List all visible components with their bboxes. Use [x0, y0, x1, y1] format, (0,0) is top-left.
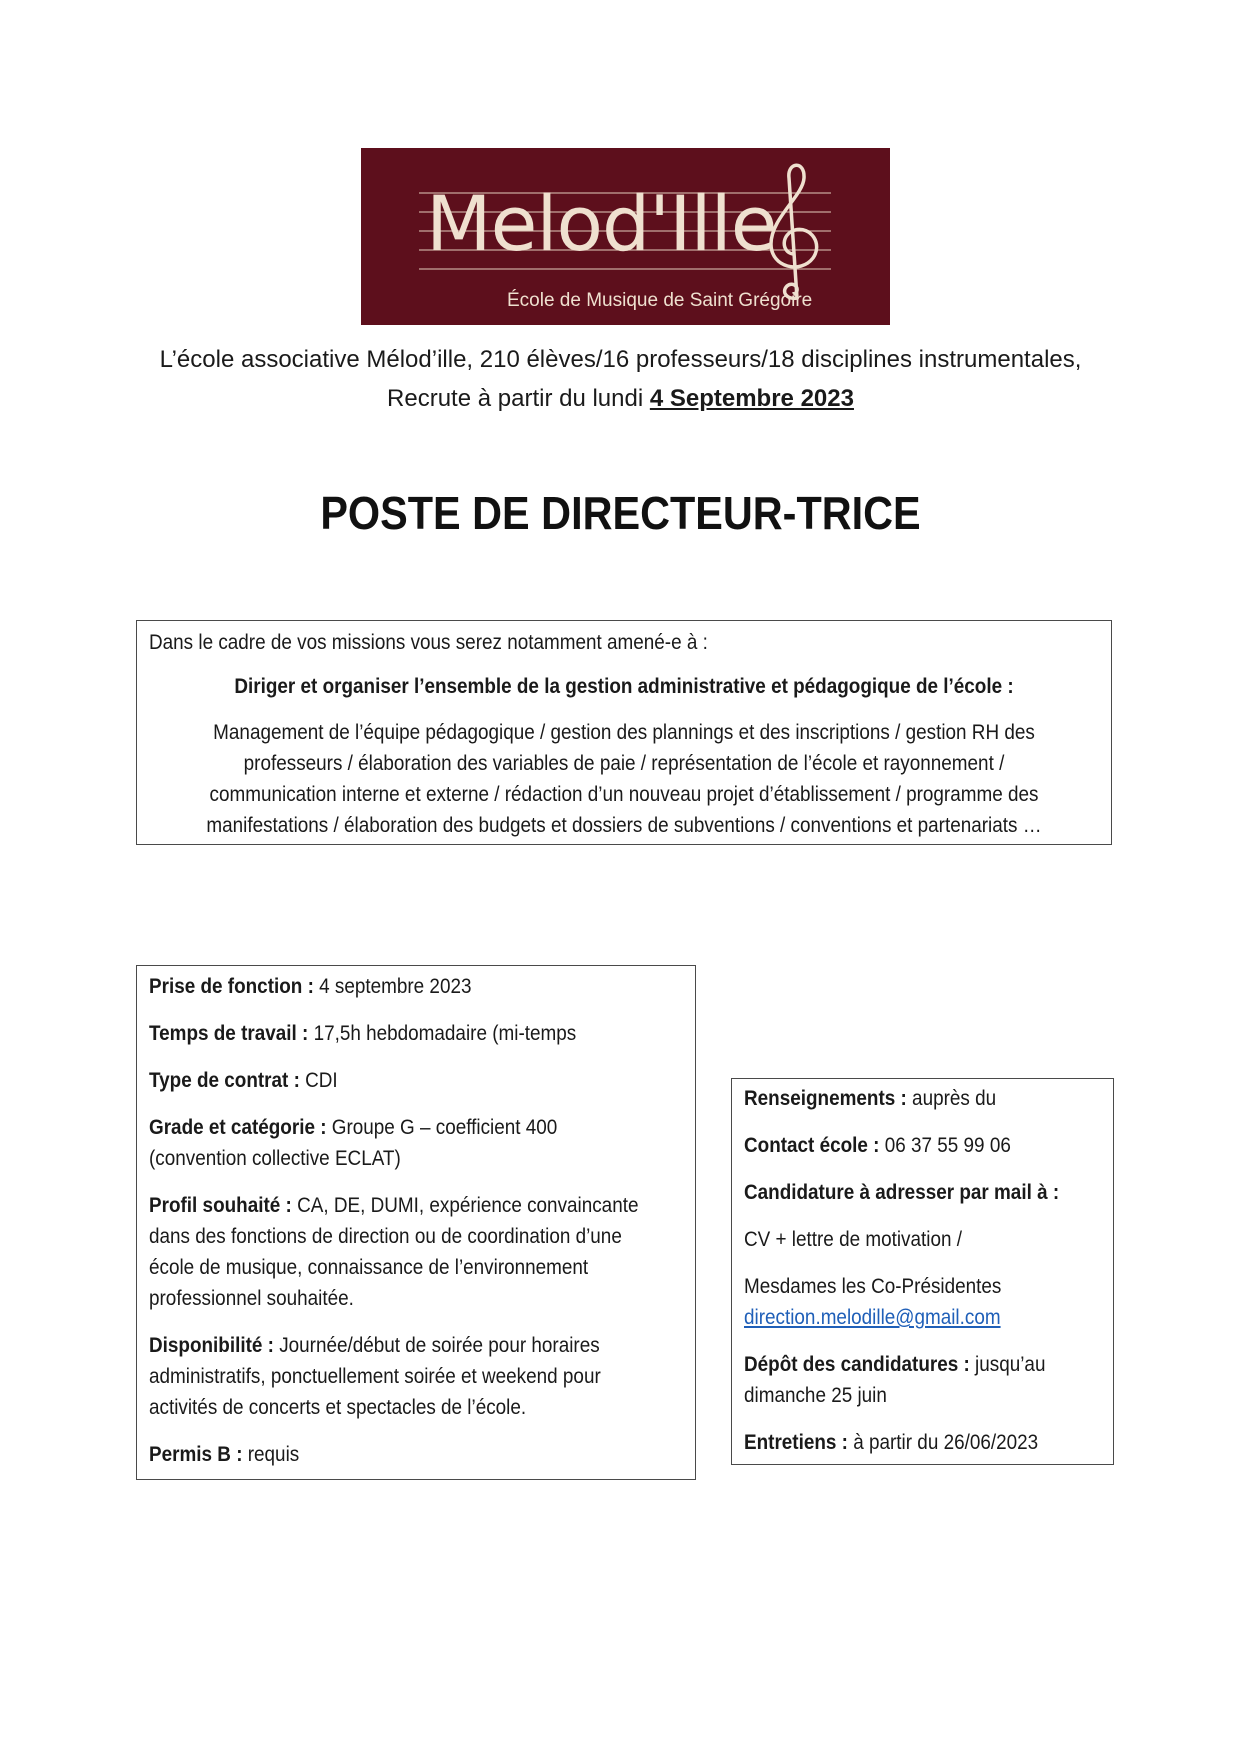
- dispo-line: activités de concerts et spectacles de l’école.: [149, 1396, 527, 1419]
- prise-de-fonction: Prise de fonction : 4 septembre 2023: [149, 975, 472, 998]
- missions-box: [136, 620, 1112, 845]
- intro-text: L’école associative Mélod’ille, 210 élèves/16 professeurs/18 disciplines instrumentales,: [159, 346, 1082, 373]
- missions-intro: Dans le cadre de vos missions vous serez notamment amené-e à :: [149, 631, 708, 654]
- grade-detail: (convention collective ECLAT): [149, 1147, 401, 1170]
- entretiens: Entretiens : à partir du 26/06/2023: [744, 1431, 1039, 1454]
- missions-line: professeurs / élaboration des variables de paie / représentation de l’école et rayonnement /: [243, 752, 1005, 775]
- profil-souhaite: Profil souhaité : CA, DE, DUMI, expérience convaincante: [149, 1194, 639, 1217]
- contact-box: [731, 1078, 1114, 1465]
- renseignements: Renseignements : auprès du: [744, 1087, 997, 1110]
- depot-candidatures: Dépôt des candidatures : jusqu’au: [744, 1353, 1046, 1376]
- type-de-contrat: Type de contrat : CDI: [149, 1069, 338, 1092]
- disponibilite: Disponibilité : Journée/début de soirée pour horaires: [149, 1334, 600, 1357]
- start-date: 4 Septembre 2023: [649, 385, 854, 412]
- co-presidentes: Mesdames les Co-Présidentes: [744, 1275, 1002, 1298]
- depot-date: dimanche 25 juin: [744, 1384, 887, 1407]
- intro-line-1: [0, 344, 1241, 376]
- missions-line: Management de l’équipe pédagogique / gestion des plannings et des inscriptions / gestion RH des: [213, 721, 1035, 744]
- candidature-label: Candidature à adresser par mail à :: [744, 1181, 1060, 1204]
- logo-name: Melod'Ille: [426, 179, 777, 268]
- page-title: POSTE DE DIRECTEUR-TRICE: [320, 487, 921, 539]
- email-link[interactable]: direction.melodille@gmail.com: [744, 1306, 1001, 1329]
- permis-b: Permis B : requis: [149, 1443, 300, 1466]
- missions-heading: Diriger et organiser l’ensemble de la gestion administrative et pédagogique de l’école :: [234, 675, 1014, 698]
- intro-recruit-text: Recrute à partir du lundi: [387, 385, 650, 412]
- intro-line-2: [0, 383, 1241, 415]
- missions-line: communication interne et externe / rédaction d’un nouveau projet d’établissement / programme des: [209, 783, 1039, 806]
- profil-line: professionnel souhaitée.: [149, 1287, 354, 1310]
- cv-lettre: CV + lettre de motivation /: [744, 1228, 962, 1251]
- dispo-line: administratifs, ponctuellement soirée et weekend pour: [149, 1365, 601, 1388]
- treble-clef-icon: [771, 165, 817, 298]
- logo-subtitle: École de Musique de Saint Grégoire: [507, 290, 813, 311]
- contact-ecole: Contact école : 06 37 55 99 06: [744, 1134, 1011, 1157]
- profil-line: école de musique, connaissance de l’environnement: [149, 1256, 589, 1279]
- profil-line: dans des fonctions de direction ou de coordination d’une: [149, 1225, 622, 1248]
- school-logo: [361, 148, 890, 325]
- grade-et-categorie: Grade et catégorie : Groupe G – coefficient 400: [149, 1116, 558, 1139]
- email-link-wrap: [744, 1304, 1001, 1332]
- job-details-box: [136, 965, 696, 1480]
- missions-line: manifestations / élaboration des budgets et dossiers de subventions / conventions et partenariats …: [206, 814, 1042, 837]
- temps-de-travail: Temps de travail : 17,5h hebdomadaire (mi-temps: [149, 1022, 577, 1045]
